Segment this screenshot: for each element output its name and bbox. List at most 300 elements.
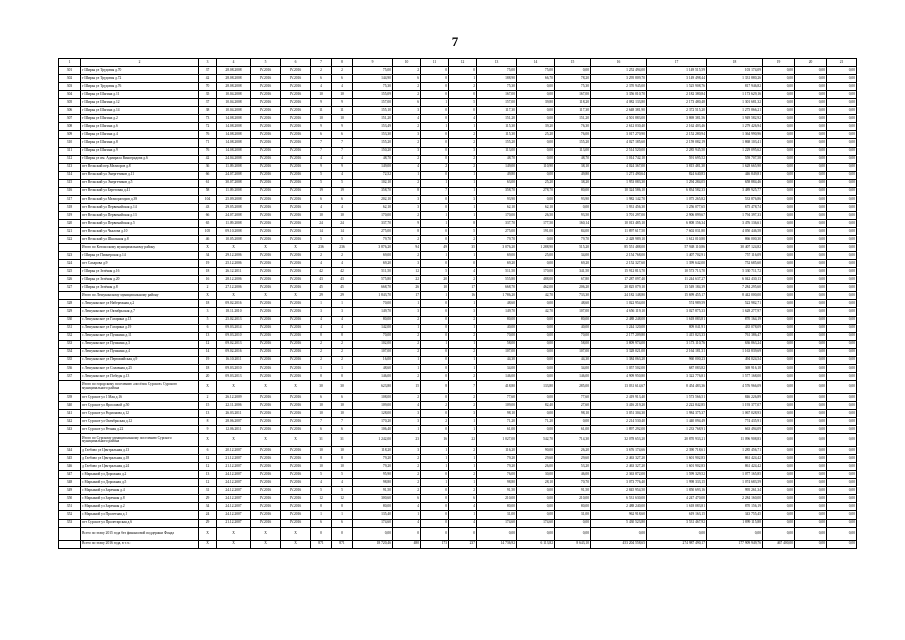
table-cell: 24 182 148,80 (591, 292, 647, 300)
table-cell: 0,00 (795, 340, 827, 348)
table-cell: 95,90 (353, 471, 393, 479)
table-cell: 8 454 483,36 (647, 380, 707, 393)
table-cell: 871 (332, 540, 353, 548)
table-cell: 0,00 (827, 527, 857, 540)
table-cell: 846 226,89 (707, 393, 763, 401)
table-cell: 995 261,34 (707, 487, 763, 495)
table-cell: д Глебово ул Центральная д.18 (81, 455, 199, 463)
table-cell: X (217, 434, 251, 447)
table-row (59, 409, 857, 417)
table-cell: 1 271 490,64 (591, 171, 647, 179)
table-cell: 10 (421, 284, 449, 292)
table-cell: IV.2016 (251, 75, 281, 83)
table-cell: 31 (332, 434, 353, 447)
table-cell: 0 (421, 195, 449, 203)
table-cell: 0,00 (763, 187, 795, 195)
table-cell: 871 (311, 540, 332, 548)
table-cell: 0 (421, 348, 449, 356)
table-cell: 0,00 (827, 511, 857, 519)
table-cell: 67,80 (555, 276, 591, 284)
table-cell: 0 (421, 511, 449, 519)
table-cell: 1 027,00 (477, 434, 517, 447)
table-cell: 53,20 (555, 463, 591, 471)
table-cell: 1 233 768,91 (647, 426, 707, 434)
table-cell: 6 834 582,33 (647, 187, 707, 195)
table-cell: 4 (393, 401, 421, 409)
table-cell: 19 (199, 260, 217, 268)
table-cell: 11.09.2008 (217, 219, 251, 227)
table-cell: 322 (59, 236, 81, 244)
table-cell: 0,00 (827, 479, 857, 487)
table-cell: IV.2016 (281, 91, 311, 99)
table-cell: 2 (449, 487, 477, 495)
table-cell: 31,00 (477, 511, 517, 519)
table-cell: 0,00 (353, 527, 393, 540)
table-cell: X (217, 527, 251, 540)
table-cell: 25,20 (517, 131, 555, 139)
table-cell: 0,00 (795, 75, 827, 83)
table-cell: 0,00 (763, 503, 795, 511)
table-cell: IV.2016 (251, 163, 281, 171)
table-cell: 0 (421, 83, 449, 91)
table-cell: 3 815 481,30 (647, 163, 707, 171)
table-cell: 1 (449, 463, 477, 471)
table-cell: 14.08.2008 (217, 131, 251, 139)
table-cell: 70,00 (353, 300, 393, 308)
table-cell: 1 193 377,07 (707, 401, 763, 409)
table-cell: 326 (59, 276, 81, 284)
table-cell: 0,00 (763, 252, 795, 260)
table-cell: 28.08.2008 (217, 75, 251, 83)
table-cell: 1 229 095,62 (707, 147, 763, 155)
table-cell: 10 (311, 211, 332, 219)
table-cell: 155,20 (477, 139, 517, 147)
table-cell: IV.2016 (281, 83, 311, 91)
table-cell: 107,00 (353, 348, 393, 356)
table-cell: 0 (421, 300, 449, 308)
table-cell: 0,00 (827, 131, 857, 139)
table-cell: IV.2016 (281, 487, 311, 495)
table-cell: 2 182 380,84 (647, 91, 707, 99)
table-cell: 0,00 (517, 348, 555, 356)
table-cell: с Лешуконское ул Набережная д.2 (81, 300, 199, 308)
table-cell: 25.09.2008 (217, 195, 251, 203)
table-cell: г Ширья ул Зелёная д.20 (81, 276, 199, 284)
table-cell: 285,00 (555, 380, 591, 393)
table-cell: 8 (393, 227, 421, 235)
table-cell: 80,00 (477, 316, 517, 324)
table-cell: 94 (393, 244, 421, 252)
table-cell: IV.2016 (281, 364, 311, 372)
table-cell: 6 (332, 195, 353, 203)
table-cell: IV.2016 (281, 163, 311, 171)
table-cell: 2 162 403,46 (647, 123, 707, 131)
table-cell: пгт Вельский ул Первомайская д.5 (81, 219, 199, 227)
table-cell: 34,00 (555, 364, 591, 372)
table-cell: 0,00 (795, 83, 827, 91)
table-cell: IV.2016 (251, 107, 281, 115)
table-cell: 8 (311, 455, 332, 463)
table-cell: 6 808 156,34 (647, 219, 707, 227)
table-row (59, 340, 857, 348)
table-cell: 27.12.2006 (217, 284, 251, 292)
table-cell: 6 (311, 75, 332, 83)
table-cell: 0,00 (555, 418, 591, 426)
table-cell: 77,60 (477, 393, 517, 401)
table-cell: 752 685,60 (707, 260, 763, 268)
table-cell: IV.2016 (251, 139, 281, 147)
table-cell: 7 (311, 59, 332, 67)
table-cell: 312 (59, 155, 81, 163)
table-cell: 8 (332, 455, 353, 463)
table-cell: IV.2016 (281, 147, 311, 155)
table-cell: 6 (393, 99, 421, 107)
table-row (59, 332, 857, 340)
table-cell: 2 (449, 447, 477, 455)
table-cell: 0,00 (517, 171, 555, 179)
table-cell: 6 042 430,13 (707, 276, 763, 284)
table-cell: 84,00 (555, 227, 591, 235)
table-cell: 0,00 (517, 155, 555, 163)
table-row (59, 115, 857, 123)
table-cell: X (251, 540, 281, 548)
table-cell: 170,00 (353, 211, 393, 219)
table-cell: 1 252 494,00 (591, 67, 647, 75)
table-cell: IV.2016 (251, 332, 281, 340)
table-cell: 16 (421, 434, 449, 447)
table-cell: 15 (555, 59, 591, 67)
table-cell: 0,00 (763, 393, 795, 401)
table-cell: 1 (421, 463, 449, 471)
table-cell: 861 424,42 (707, 463, 763, 471)
table-cell: 170,20 (353, 418, 393, 426)
table-row (59, 99, 857, 107)
table-cell: 1 949 582,92 (707, 115, 763, 123)
table-cell: 1 014 742,10 (591, 155, 647, 163)
table-cell: 2 (311, 252, 332, 260)
table-cell: 5 (449, 227, 477, 235)
table-cell: 3 027 875,33 (647, 308, 707, 316)
table-cell: 2 (421, 163, 449, 171)
table-cell: 151,20 (353, 115, 393, 123)
table-cell: 0,00 (827, 356, 857, 364)
table-cell: 7 (311, 147, 332, 155)
table-cell: 0,00 (517, 107, 555, 115)
table-cell: с Лешуконское ул Гагарина д.13 (81, 316, 199, 324)
table-cell (59, 244, 81, 252)
table-cell: IV.2016 (251, 401, 281, 409)
table-cell: 1 173 629,16 (707, 91, 763, 99)
table-cell: 2 (393, 83, 421, 91)
table-cell: X (251, 292, 281, 300)
table-cell: 274 987 490,17 (647, 540, 707, 548)
table-cell: 149,00 (477, 163, 517, 171)
table-cell: IV.2016 (251, 187, 281, 195)
table-cell: 0,00 (795, 471, 827, 479)
table-cell: 0,00 (517, 139, 555, 147)
table-cell: 17 (449, 284, 477, 292)
table-cell: 1 601 902,83 (647, 463, 707, 471)
table-cell: 46,00 (555, 471, 591, 479)
table-cell: 0,00 (517, 195, 555, 203)
table-cell: 1 (393, 364, 421, 372)
table-cell: 733,30 (555, 292, 591, 300)
table-cell: 330 (59, 316, 81, 324)
table-cell: 522 982,71 (707, 300, 763, 308)
table-cell: 0,00 (827, 348, 857, 356)
table-cell: 0,00 (795, 203, 827, 211)
table-cell: 1 (449, 211, 477, 219)
table-cell: 0,00 (795, 332, 827, 340)
table-cell: 317 (59, 195, 81, 203)
table-cell: IV.2016 (281, 195, 311, 203)
table-cell: 13 (199, 471, 217, 479)
table-cell: 0 (421, 67, 449, 75)
table-cell: 321 (59, 227, 81, 235)
table-cell: 278,70 (517, 187, 555, 195)
table-cell: 7 (311, 418, 332, 426)
table-cell: 18 (199, 300, 217, 308)
table-cell: 0 (421, 364, 449, 372)
table-cell: 6 (332, 393, 353, 401)
table-cell: 0 (421, 139, 449, 147)
table-header-row (59, 59, 857, 67)
table-cell: 75,00 (517, 67, 555, 75)
table-cell: 1 067 028,93 (707, 409, 763, 417)
table-row (59, 292, 857, 300)
table-cell: 0,00 (763, 332, 795, 340)
table-cell: 8 (332, 372, 353, 380)
table-cell: пгт Сурское ул Ярославой д.50 (81, 401, 199, 409)
table-cell: 43 (332, 276, 353, 284)
table-cell: 8 (311, 372, 332, 380)
table-cell: 0,00 (795, 115, 827, 123)
table-cell: 1 (449, 426, 477, 434)
table-cell: 80,00 (353, 316, 393, 324)
table-cell: 105 (199, 227, 217, 235)
table-cell: 574 989,59 (647, 300, 707, 308)
table-cell: IV.2016 (281, 455, 311, 463)
table-cell: X (199, 244, 217, 252)
table-cell: IV.2016 (281, 393, 311, 401)
table-cell: IV.2016 (251, 487, 281, 495)
table-cell: с Лешуконское ул Гагарина д.19 (81, 324, 199, 332)
table-cell: 0,00 (647, 527, 707, 540)
table-cell: 0,00 (763, 131, 795, 139)
table-cell: 305 (59, 99, 81, 107)
table-cell: 0,00 (763, 316, 795, 324)
table-cell: 0,00 (763, 372, 795, 380)
table-cell: 10.04.2008 (217, 99, 251, 107)
table-cell: 0,00 (795, 372, 827, 380)
table-cell: 8 442 000,00 (707, 292, 763, 300)
table-cell: 10 (311, 447, 332, 455)
table-cell: 1 022 954,00 (591, 300, 647, 308)
table-cell: 4 (332, 316, 353, 324)
table-cell: 4 (393, 519, 421, 527)
table-cell: IV.2016 (251, 356, 281, 364)
table-cell: пгт Вельский ул Первомайская д.14 (81, 203, 199, 211)
table-cell: 0 (449, 107, 477, 115)
table-cell (59, 292, 81, 300)
table-row (59, 252, 857, 260)
table-cell: 1 628 277,97 (707, 308, 763, 316)
table-cell: IV.2016 (251, 67, 281, 75)
table-cell: 12 (311, 495, 332, 503)
table-cell: 341,50 (555, 268, 591, 276)
table-cell: 14 736,92 (477, 540, 517, 548)
table-cell: 336 (59, 364, 81, 372)
table-cell: 348 (59, 479, 81, 487)
table-cell: 1 (421, 447, 449, 455)
table-cell: 2 (393, 252, 421, 260)
table-cell: 0,00 (827, 364, 857, 372)
table-cell: 0,00 (795, 409, 827, 417)
table-cell: 76,00 (477, 471, 517, 479)
table-cell: IV.2016 (281, 332, 311, 340)
table-cell: 3 (393, 203, 421, 211)
table-cell: IV.2016 (251, 260, 281, 268)
table-cell: 3 (332, 308, 353, 316)
table-cell: 0,00 (795, 447, 827, 455)
table-cell: 66 (199, 211, 217, 219)
table-cell: 11 (421, 59, 449, 67)
table-cell: г Ширья ул Шагина д.11 (81, 91, 199, 99)
table-cell: 0,00 (827, 316, 857, 324)
table-cell: X (251, 434, 281, 447)
table-row (59, 276, 857, 284)
table-row (59, 356, 857, 364)
table-cell: 2 (449, 155, 477, 163)
table-cell: 2 (311, 340, 332, 348)
table-cell: 1 (421, 252, 449, 260)
table-cell: X (281, 292, 311, 300)
table-cell: 106,40 (353, 426, 393, 434)
table-cell: 24.12.2007 (217, 471, 251, 479)
table-cell: IV.2016 (281, 401, 311, 409)
table-cell: Итого по Сурскому муниципальному поселению Сурского муниципального района (81, 434, 199, 447)
table-cell: 0,00 (795, 540, 827, 548)
table-cell: 29.12.2006 (217, 252, 251, 260)
table-cell: пгт Вельский ул Мелиораторов д.39 (81, 195, 199, 203)
table-cell: 21.12.2007 (217, 455, 251, 463)
table-cell: 118,20 (555, 99, 591, 107)
table-cell: 636 863,24 (707, 340, 763, 348)
table-cell: 334 (59, 348, 81, 356)
table-cell: 0,00 (763, 308, 795, 316)
table-cell: 29,60 (517, 455, 555, 463)
table-cell: 1 149 515,59 (647, 67, 707, 75)
table-cell: 0,00 (795, 268, 827, 276)
table-cell: 1 (449, 511, 477, 519)
table-cell: 2 (393, 91, 421, 99)
table-cell: 0,00 (827, 276, 857, 284)
table-cell: 09.03.2014 (217, 324, 251, 332)
table-cell: 3 (311, 308, 332, 316)
table-cell: 25.02.2013 (217, 316, 251, 324)
table-cell: 4 (332, 171, 353, 179)
table-cell: 14.08.2008 (217, 115, 251, 123)
table-cell: 0,00 (795, 463, 827, 471)
table-row (59, 393, 857, 401)
table-cell: 2 (393, 463, 421, 471)
table-cell: X (199, 380, 217, 393)
table-cell: с Лешуконское ул Победы д.13 (81, 372, 199, 380)
table-cell: 24 (311, 219, 332, 227)
table-cell: 2 (421, 401, 449, 409)
table-cell: пгт Сурское ул 1 Мая д.16 (81, 393, 199, 401)
table-cell: 435 078,09 (707, 324, 763, 332)
table-cell: 3 (449, 195, 477, 203)
table-cell: 23 (393, 434, 421, 447)
table-cell: IV.2016 (251, 511, 281, 519)
table-cell: 4 082 133,80 (591, 99, 647, 107)
table-cell: 2 (393, 348, 421, 356)
table-cell: 3 (393, 131, 421, 139)
table-cell: 0,00 (795, 479, 827, 487)
table-cell: 0,00 (517, 260, 555, 268)
table-cell: 675 478,74 (707, 203, 763, 211)
table-row (59, 471, 857, 479)
table-cell: 34 (199, 252, 217, 260)
table-row (59, 187, 857, 195)
table-cell: 31,00 (555, 511, 591, 519)
table-cell: IV.2016 (281, 356, 311, 364)
table-cell: 347 (59, 471, 81, 479)
table-cell: 0,00 (763, 91, 795, 99)
table-cell: 0,00 (763, 179, 795, 187)
table-cell: 1 628 665,90 (707, 163, 763, 171)
table-cell: 2 648 381,90 (591, 107, 647, 115)
table-cell: 174,60 (353, 519, 393, 527)
table-cell: 170,00 (517, 268, 555, 276)
table-cell: 15 (199, 401, 217, 409)
table-cell: 107,00 (555, 348, 591, 356)
table-cell: 46 (199, 236, 217, 244)
table-cell: 303 (59, 83, 81, 91)
table-cell: 22 (449, 434, 477, 447)
table-cell: 0,00 (795, 131, 827, 139)
table-cell: 0,00 (827, 203, 857, 211)
table-cell: IV.2016 (281, 236, 311, 244)
table-cell: IV.2016 (251, 203, 281, 211)
table-cell: 2 (393, 179, 421, 187)
table-cell: 42 (311, 268, 332, 276)
table-cell: 0,00 (827, 308, 857, 316)
table-cell: 0,00 (827, 409, 857, 417)
table-cell: 0,00 (827, 75, 857, 83)
table-cell: 0,00 (763, 75, 795, 83)
table-cell: 61 (199, 179, 217, 187)
table-cell: 4 (449, 268, 477, 276)
table-cell: 0,00 (827, 324, 857, 332)
table-cell: IV.2016 (251, 195, 281, 203)
table-cell: Итого по городскому поселению «посёлок Сурское» Сурского муниципального района (81, 380, 199, 393)
table-cell: 1 (449, 479, 477, 487)
table-cell: 1 (449, 418, 477, 426)
table-cell: IV.2016 (251, 495, 281, 503)
table-cell: 6 113,82 (517, 540, 555, 548)
table-cell: 10 013 485,10 (591, 219, 647, 227)
table-cell: 1 (449, 75, 477, 83)
table-cell: 09.03.2010 (217, 332, 251, 340)
table-cell: 623,80 (353, 380, 393, 393)
table-cell: 1 074 683,59 (707, 479, 763, 487)
table-cell: 4 (332, 324, 353, 332)
table-cell: 20 (795, 59, 827, 67)
table-cell: 24.12.2007 (217, 511, 251, 519)
table-cell: 0,00 (795, 91, 827, 99)
